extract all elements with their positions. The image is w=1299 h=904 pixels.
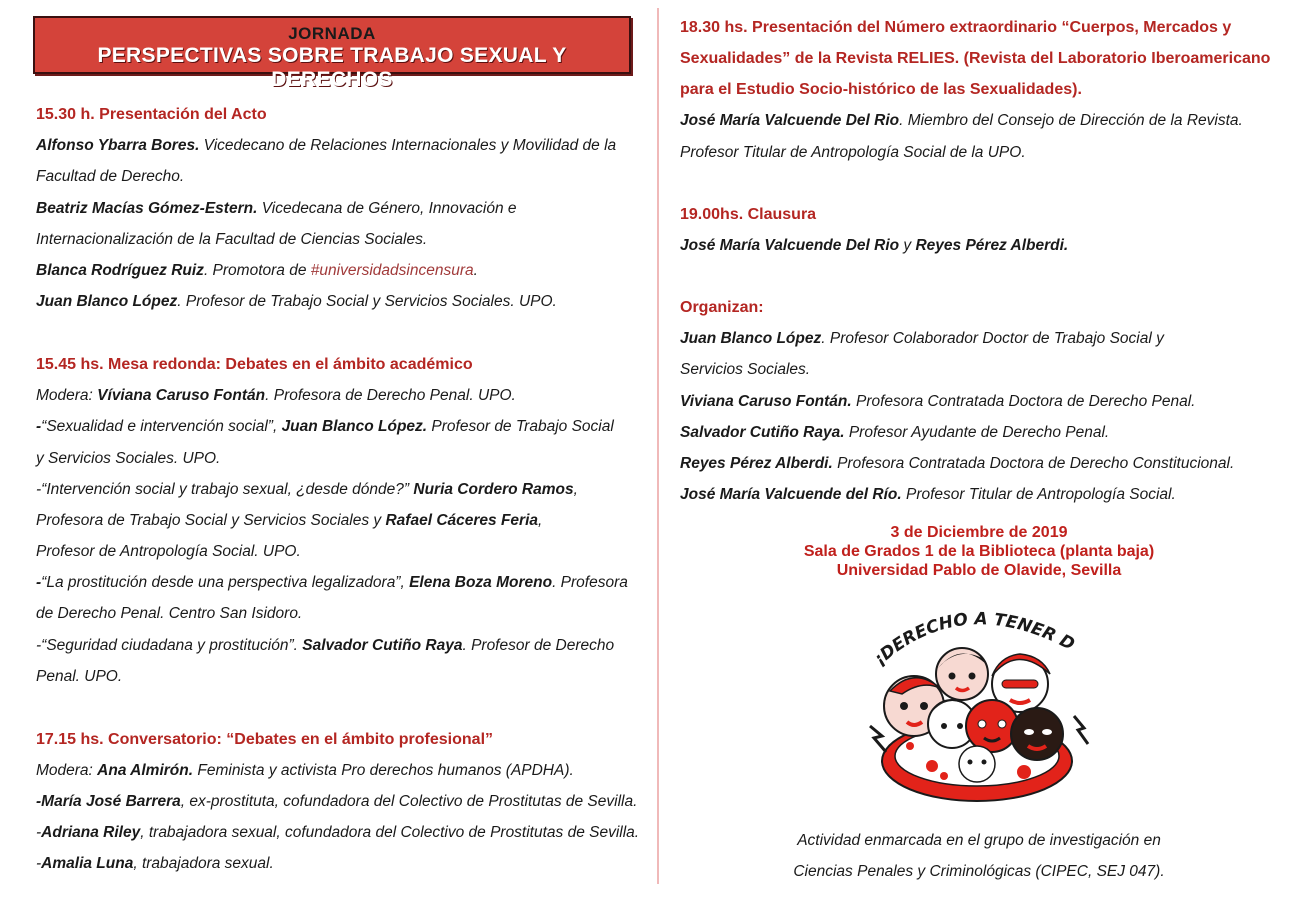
- event-date: 3 de Diciembre de 2019: [890, 524, 1068, 541]
- speaker-role: , trabajadora sexual.: [133, 855, 274, 872]
- speaker-name: José María Valcuende Del Rio: [680, 237, 900, 254]
- speaker-role: . Profesor de Trabajo Social y Servicios Sociales. UPO.: [177, 293, 557, 310]
- section-presentation-heading-cont: Sexualidades” de la Revista RELIES. (Revista del Laboratorio Iberoamericano: [680, 50, 1271, 67]
- moderator-line: [36, 761, 574, 781]
- speaker-role: . Miembro del Consejo de Dirección de la Revista.: [899, 112, 1243, 129]
- talk-line: [36, 511, 542, 531]
- speaker-role: , trabajadora sexual, cofundadora del Colectivo de Prostitutas de Sevilla.: [140, 824, 640, 841]
- conjunction: y: [899, 237, 916, 254]
- speaker-name: Reyes Pérez Alberdi.: [915, 237, 1069, 254]
- speaker-role: . Profesora de Derecho Penal. UPO.: [265, 387, 516, 404]
- dash: -: [36, 574, 42, 591]
- hashtag-link[interactable]: #universidadsincensura: [310, 262, 474, 279]
- speaker-line: [36, 823, 639, 843]
- speaker-line: [36, 292, 557, 312]
- speaker-name: Beatriz Macías Gómez-Estern.: [36, 200, 258, 217]
- section-closing-heading: 19.00hs. Clausura: [680, 206, 817, 223]
- event-university: Universidad Pablo de Olavide, Sevilla: [836, 562, 1122, 579]
- organizer-line: [680, 392, 1195, 412]
- speaker-name: Juan Blanco López: [36, 293, 178, 310]
- speaker-line: [680, 111, 1243, 131]
- speaker-line: [36, 136, 616, 156]
- organizer-name: Juan Blanco López: [680, 330, 822, 347]
- section-opening-heading: 15.30 h. Presentación del Acto: [36, 106, 267, 123]
- talk-title: -“Intervención social y trabajo sexual, ¿desde dónde?”: [36, 481, 414, 498]
- speaker-name: José María Valcuende Del Rio: [680, 112, 900, 129]
- speaker-role-cont: y Servicios Sociales. UPO.: [36, 450, 221, 467]
- column-divider: [657, 8, 659, 884]
- section-presentation-heading: 18.30 hs. Presentación del Número extraordinario “Cuerpos, Mercados y: [680, 19, 1232, 36]
- illustration-derecho-a-tener-derechos: [852, 596, 1102, 816]
- footer-line-1: Actividad enmarcada en el grupo de investigación en: [797, 832, 1161, 849]
- organizer-role: Profesora Contratada Doctora de Derecho Penal.: [851, 393, 1196, 410]
- speaker-role-cont: Penal. UPO.: [36, 668, 123, 685]
- organizer-role: Profesor Ayudante de Derecho Penal.: [844, 424, 1110, 441]
- section-organizers-heading: Organizan:: [680, 299, 764, 316]
- speaker-name: Víviana Caruso Fontán: [97, 387, 266, 404]
- speaker-role: . Promotora de: [203, 262, 311, 279]
- speaker-role: . Profesora: [552, 574, 628, 591]
- event-title-banner: [33, 16, 631, 91]
- speaker-name: Adriana Riley: [41, 824, 141, 841]
- organizer-line: [680, 454, 1234, 474]
- speaker-name: Alfonso Ybarra Bores.: [36, 137, 200, 154]
- speaker-name: Juan Blanco López.: [281, 418, 428, 435]
- closing-speakers: [680, 236, 1068, 256]
- organizer-name: Salvador Cutiño Raya.: [680, 424, 845, 441]
- section-round-table-heading: 15.45 hs. Mesa redonda: Debates en el ámbito académico: [36, 356, 473, 373]
- talk-title: “Sexualidad e intervención social”,: [41, 418, 282, 435]
- event-details: [680, 523, 1278, 580]
- organizer-name: José María Valcuende del Río.: [680, 486, 902, 503]
- speaker-role: Vicedecano de Relaciones Internacionales y Movilidad de la: [199, 137, 617, 154]
- organizer-name: Viviana Caruso Fontán.: [680, 393, 852, 410]
- organizer-name: Reyes Pérez Alberdi.: [680, 455, 833, 472]
- speaker-role-cont: de Derecho Penal. Centro San Isidoro.: [36, 605, 303, 622]
- event-title: PERSPECTIVAS SOBRE TRABAJO SEXUAL Y DERECHOS: [97, 44, 567, 91]
- dash: -: [36, 418, 42, 435]
- punctuation: .: [473, 262, 478, 279]
- speaker-name: Ana Almirón.: [97, 762, 194, 779]
- speaker-line: [36, 199, 517, 219]
- speaker-name: Salvador Cutiño Raya: [302, 637, 463, 654]
- organizer-role-cont: Servicios Sociales.: [680, 361, 811, 378]
- speaker-name: Blanca Rodríguez Ruiz: [36, 262, 204, 279]
- speaker-role: . Profesor de Derecho: [462, 637, 615, 654]
- speaker-line: [36, 792, 637, 812]
- organizer-role: Profesora Contratada Doctora de Derecho Constitucional.: [832, 455, 1235, 472]
- organizer-line: [680, 423, 1109, 443]
- dash: -: [36, 855, 42, 872]
- illustration-slogan: ¡DERECHO A TENER D: [870, 609, 1078, 670]
- dash: -: [36, 793, 42, 810]
- section-conversatorio-heading: 17.15 hs. Conversatorio: “Debates en el ámbito profesional”: [36, 731, 494, 748]
- research-group-note: [680, 831, 1278, 882]
- section-presentation-heading-cont: para el Estudio Socio-histórico de las Sexualidades).: [680, 81, 1082, 98]
- speaker-role-cont: Internacionalización de la Facultad de Ciencias Sociales.: [36, 231, 428, 248]
- label: Modera:: [36, 387, 98, 404]
- speaker-name: María José Barrera: [41, 793, 181, 810]
- speaker-name: Rafael Cáceres Feria: [385, 512, 538, 529]
- speaker-line: [36, 261, 478, 281]
- speaker-role: Vicedecana de Género, Innovación e: [257, 200, 517, 217]
- punctuation: ,: [573, 481, 578, 498]
- speaker-role-cont: Profesor de Antropología Social. UPO.: [36, 543, 301, 560]
- event-type: JORNADA: [288, 24, 376, 43]
- footer-line-2: Ciencias Penales y Criminológicas (CIPEC, SEJ 047).: [793, 863, 1165, 880]
- speaker-role: Feminista y activista Pro derechos humanos (APDHA).: [193, 762, 574, 779]
- speaker-role: Profesora de Trabajo Social y Servicios Sociales y: [36, 512, 386, 529]
- talk-title: -“Seguridad ciudadana y prostitución”.: [36, 637, 303, 654]
- talk-title: “La prostitución desde una perspectiva legalizadora”,: [41, 574, 410, 591]
- organizer-role: . Profesor Colaborador Doctor de Trabajo Social y: [821, 330, 1164, 347]
- talk-line: [36, 636, 614, 656]
- label: Modera:: [36, 762, 98, 779]
- speaker-role: Profesor de Trabajo Social: [427, 418, 614, 435]
- speaker-role: , ex-prostituta, cofundadora del Colectivo de Prostitutas de Sevilla.: [180, 793, 638, 810]
- speaker-name: Elena Boza Moreno: [409, 574, 553, 591]
- moderator-line: [36, 386, 516, 406]
- talk-line: [36, 573, 628, 593]
- talk-line: [36, 417, 614, 437]
- organizer-line: [680, 329, 1164, 349]
- organizer-role: Profesor Titular de Antropología Social.: [901, 486, 1176, 503]
- organizer-line: [680, 485, 1176, 505]
- speaker-line: [36, 854, 274, 874]
- dash: -: [36, 824, 42, 841]
- speaker-name: Amalia Luna: [41, 855, 134, 872]
- speaker-role-cont: Profesor Titular de Antropología Social de la UPO.: [680, 144, 1026, 161]
- event-venue: Sala de Grados 1 de la Biblioteca (planta baja): [803, 543, 1155, 560]
- speaker-role-cont: Facultad de Derecho.: [36, 168, 185, 185]
- speaker-name: Nuria Cordero Ramos: [413, 481, 574, 498]
- punctuation: ,: [538, 512, 543, 529]
- talk-line: [36, 480, 578, 500]
